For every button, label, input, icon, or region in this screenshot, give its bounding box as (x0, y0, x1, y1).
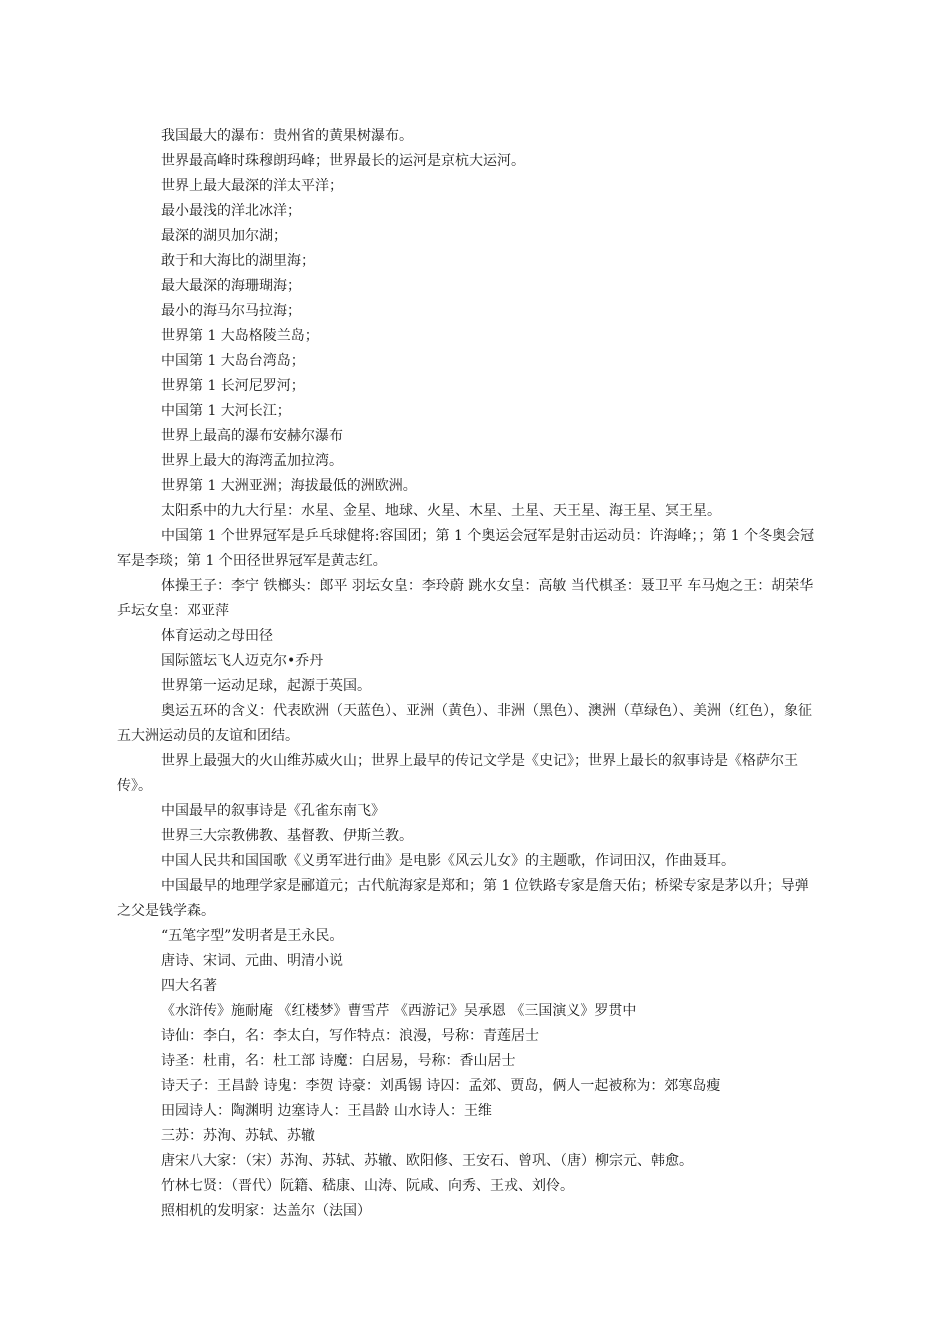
paragraph: 中国最早的叙事诗是《孔雀东南飞》 (161, 803, 385, 819)
paragraph: 世界第一运动足球，起源于英国。 (161, 678, 371, 694)
paragraph: 竹林七贤：（晋代）阮籍、嵇康、山涛、阮咸、向秀、王戎、刘伶。 (161, 1178, 574, 1194)
paragraph: 田园诗人：陶渊明 边塞诗人：王昌龄 山水诗人：王维 (161, 1103, 492, 1119)
paragraph: 奥运五环的含义：代表欧洲（天蓝色）、亚洲（黄色）、非洲（黑色）、澳洲（草绿色）、美洲（红色），象征五大洲运动员的友谊和团结。 (117, 703, 812, 744)
paragraph: 世界上最大最深的洋太平洋； (161, 178, 343, 194)
paragraph: 世界上最大的海湾孟加拉湾。 (161, 453, 343, 469)
paragraph: 中国第 1 大岛台湾岛； (161, 353, 305, 369)
paragraph: “五笔字型”发明者是王永民。 (161, 928, 344, 944)
paragraph: 世界上最高的瀑布安赫尔瀑布 (161, 428, 343, 444)
paragraph: 三苏：苏洵、苏轼、苏辙 (161, 1128, 315, 1144)
paragraph: 我国最大的瀑布：贵州省的黄果树瀑布。 (161, 128, 413, 144)
paragraph: 最深的湖贝加尔湖； (161, 228, 287, 244)
paragraph: 照相机的发明家：达盖尔（法国） (161, 1203, 371, 1219)
paragraph: 世界第 1 长河尼罗河； (161, 378, 305, 394)
paragraph: 世界上最强大的火山维苏威火山；世界上最早的传记文学是《史记》；世界上最长的叙事诗是《格萨尔王传》。 (117, 753, 798, 794)
paragraph: 世界三大宗教佛教、基督教、伊斯兰教。 (161, 828, 413, 844)
paragraph: 中国第 1 个世界冠军是乒乓球健将:容国团；第 1 个奥运会冠军是射击运动员：许海峰；；第 1 个冬奥会冠军是李琰；第 1 个田径世界冠军是黄志红。 (117, 528, 815, 569)
paragraph: 唐宋八大家：（宋）苏洵、苏轼、苏辙、欧阳修、王安石、曾巩、（唐）柳宗元、韩愈。 (161, 1153, 693, 1169)
paragraph: 最小的海马尔马拉海； (161, 303, 301, 319)
paragraph: 中国第 1 大河长江； (161, 403, 291, 419)
paragraph: 太阳系中的九大行星：水星、金星、地球、火星、木星、土星、天王星、海王星、冥王星。 (161, 503, 721, 519)
paragraph: 敢于和大海比的湖里海； (161, 253, 315, 269)
paragraph: 世界最高峰时珠穆朗玛峰；世界最长的运河是京杭大运河。 (161, 153, 525, 169)
paragraph: 国际篮坛飞人迈克尔•乔丹 (161, 653, 324, 669)
paragraph: 诗圣：杜甫，名：杜工部 诗魔：白居易，号称：香山居士 (161, 1053, 516, 1069)
paragraph: 中国最早的地理学家是郦道元；古代航海家是郑和；第 1 位铁路专家是詹天佑；桥梁专家是茅以升；导弹之父是钱学森。 (117, 878, 809, 919)
paragraph: 诗天子：王昌龄 诗鬼：李贺 诗豪：刘禹锡 诗囚：孟郊、贾岛，俩人一起被称为：郊寒岛瘦 (161, 1078, 721, 1094)
paragraph: 体操王子：李宁 铁榔头：郎平 羽坛女皇：李玲蔚 跳水女皇：高敏 当代棋圣：聂卫平 车马炮之王：胡荣华 乒坛女皇：邓亚萍 (117, 578, 814, 619)
paragraph: 《水浒传》施耐庵 《红楼梦》曹雪芹 《西游记》吴承恩 《三国演义》罗贯中 (161, 1003, 637, 1019)
paragraph: 体育运动之母田径 (161, 628, 273, 644)
paragraph: 最小最浅的洋北冰洋； (161, 203, 301, 219)
paragraph: 唐诗、宋词、元曲、明清小说 (161, 953, 343, 969)
paragraph: 中国人民共和国国歌《义勇军进行曲》是电影《风云儿女》的主题歌，作词田汉，作曲聂耳。 (161, 853, 735, 869)
paragraph: 世界第 1 大洲亚洲；海拔最低的洲欧洲。 (161, 478, 417, 494)
paragraph: 诗仙：李白，名：李太白，写作特点：浪漫，号称：青莲居士 (161, 1028, 539, 1044)
paragraph: 四大名著 (161, 978, 217, 994)
paragraph: 最大最深的海珊瑚海； (161, 278, 301, 294)
paragraph: 世界第 1 大岛格陵兰岛； (161, 328, 319, 344)
document-body (117, 124, 817, 1224)
